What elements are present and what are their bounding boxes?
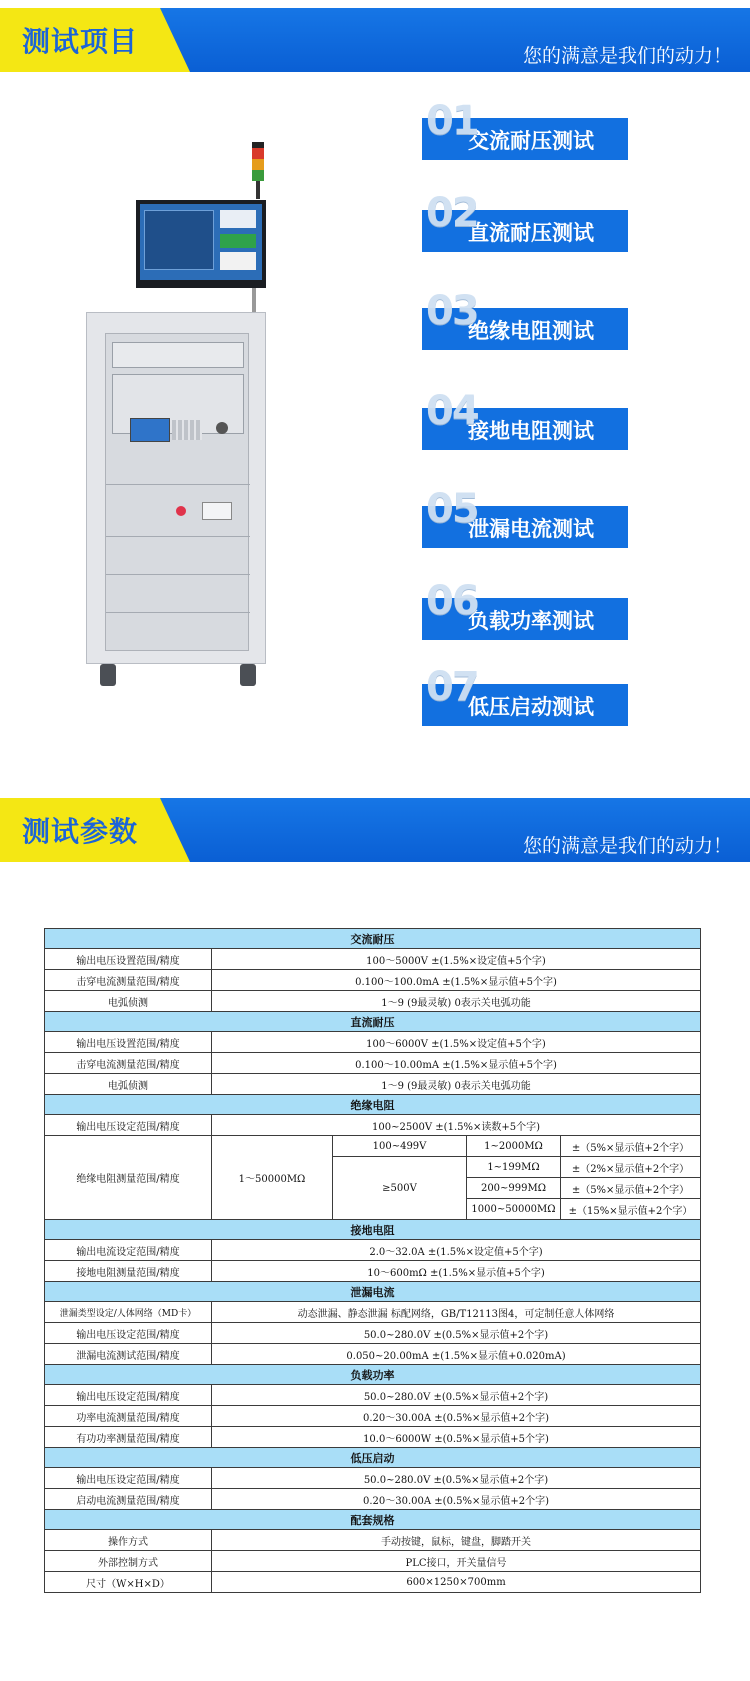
row-label: 击穿电流测量范围/精度: [45, 970, 212, 991]
row-label: 外部控制方式: [45, 1551, 212, 1572]
row-value: 0.050~20.00mA ±(1.5%×显示值+0.020mA): [212, 1344, 701, 1365]
table-row: [45, 1344, 701, 1365]
row-value: 手动按键，鼠标，键盘，脚踏开关: [212, 1530, 701, 1551]
item-label: 泄漏电流测试: [468, 517, 594, 541]
row-label: 功率电流测量范围/精度: [45, 1406, 212, 1427]
table-section-header: 负载功率: [45, 1365, 701, 1385]
row-label: 接地电阻测量范围/精度: [45, 1261, 212, 1282]
table-section-header: 交流耐压: [45, 929, 701, 949]
item-label: 低压启动测试: [468, 695, 594, 719]
banner-slogan: 您的满意是我们的动力！: [522, 45, 732, 67]
test-item: [420, 98, 630, 160]
resistance-range: 1~2000MΩ: [467, 1136, 561, 1157]
test-cabinet-icon: [86, 312, 266, 664]
row-value: 0.20～30.00A ±(0.5%×显示值+2个字): [212, 1489, 701, 1510]
banner-slogan: 您的满意是我们的动力！: [522, 835, 732, 857]
table-row: [45, 991, 701, 1012]
test-item: [420, 388, 630, 450]
resistance-range: 1000~50000MΩ: [467, 1199, 561, 1220]
row-label: 电弧侦测: [45, 991, 212, 1012]
row-label: 尺寸（W×H×D）: [45, 1572, 212, 1593]
table-row: [45, 1302, 701, 1323]
row-label: 输出电流设定范围/精度: [45, 1240, 212, 1261]
item-label: 交流耐压测试: [468, 129, 594, 153]
item-number: 06: [426, 578, 478, 624]
item-number: 07: [426, 664, 478, 710]
table-section-header: 泄漏电流: [45, 1282, 701, 1302]
row-label: 泄漏类型设定/人体网络（MD卡）: [45, 1302, 212, 1323]
item-label: 接地电阻测试: [468, 419, 594, 443]
table-row: [45, 1427, 701, 1448]
table-section-header: 接地电阻: [45, 1220, 701, 1240]
table-row: [45, 1551, 701, 1572]
row-label: 输出电压设定范围/精度: [45, 1115, 212, 1136]
row-label: 绝缘电阻测量范围/精度: [45, 1136, 212, 1220]
row-label: 启动电流测量范围/精度: [45, 1489, 212, 1510]
row-label: 输出电压设置范围/精度: [45, 1032, 212, 1053]
row-value: 动态泄漏、静态泄漏 标配网络，GB/T12113图4，可定制任意人体网络: [212, 1302, 701, 1323]
item-number: 01: [426, 98, 478, 144]
test-item: [420, 288, 630, 350]
row-label: 操作方式: [45, 1530, 212, 1551]
table-section-header: 直流耐压: [45, 1012, 701, 1032]
table-row: [45, 1530, 701, 1551]
row-value: 10～600mΩ ±(1.5%×显示值+5个字): [212, 1261, 701, 1282]
row-label: 电弧侦测: [45, 1074, 212, 1095]
table-row: [45, 1406, 701, 1427]
voltage-range: ≥500V: [333, 1157, 467, 1220]
item-label: 直流耐压测试: [468, 221, 594, 245]
accuracy: ±（15%×显示值+2个字）: [561, 1199, 701, 1220]
accuracy: ±（2%×显示值+2个字）: [561, 1157, 701, 1178]
row-value: 1～9 (9最灵敏) 0表示关电弧功能: [212, 991, 701, 1012]
test-item: [420, 664, 630, 726]
table-row: [45, 1136, 701, 1157]
caster-wheel-icon: [100, 664, 116, 686]
section-title: 测试项目: [22, 25, 139, 58]
row-value: 0.100～100.0mA ±(1.5%×显示值+5个字): [212, 970, 701, 991]
table-row: [45, 1261, 701, 1282]
section-title: 测试参数: [22, 815, 139, 848]
row-value: 0.100～10.00mA ±(1.5%×显示值+5个字): [212, 1053, 701, 1074]
test-item: [420, 190, 630, 252]
item-label: 绝缘电阻测试: [468, 319, 594, 343]
row-label: 输出电压设置范围/精度: [45, 949, 212, 970]
caster-wheel-icon: [240, 664, 256, 686]
row-label: 输出电压设定范围/精度: [45, 1323, 212, 1344]
row-value: 1～50000MΩ: [212, 1136, 333, 1220]
table-row: [45, 1240, 701, 1261]
row-label: 输出电压设定范围/精度: [45, 1385, 212, 1406]
accuracy: ±（5%×显示值+2个字）: [561, 1136, 701, 1157]
table-section-header: 配套规格: [45, 1510, 701, 1530]
row-value: 50.0~280.0V ±(0.5%×显示值+2个字): [212, 1385, 701, 1406]
row-value: 2.0～32.0A ±(1.5%×设定值+5个字): [212, 1240, 701, 1261]
test-item: [420, 486, 630, 548]
item-number: 02: [426, 190, 478, 236]
table-row: [45, 1323, 701, 1344]
row-label: 击穿电流测量范围/精度: [45, 1053, 212, 1074]
row-value: 50.0~280.0V ±(0.5%×显示值+2个字): [212, 1468, 701, 1489]
table-section-header: 低压启动: [45, 1448, 701, 1468]
accuracy: ±（5%×显示值+2个字）: [561, 1178, 701, 1199]
table-row: [45, 1385, 701, 1406]
resistance-range: 1~199MΩ: [467, 1157, 561, 1178]
row-label: 泄漏电流测试范围/精度: [45, 1344, 212, 1365]
voltage-range: 100~499V: [333, 1136, 467, 1157]
row-value: 50.0~280.0V ±(0.5%×显示值+2个字): [212, 1323, 701, 1344]
table-row: [45, 1572, 701, 1593]
row-value: 600×1250×700mm: [212, 1572, 701, 1593]
table-row: [45, 1489, 701, 1510]
table-section-header: 绝缘电阻: [45, 1095, 701, 1115]
row-value: 100~2500V ±(1.5%×读数+5个字): [212, 1115, 701, 1136]
table-row: [45, 1053, 701, 1074]
table-row: [45, 970, 701, 991]
item-label: 负载功率测试: [468, 609, 594, 633]
row-label: 输出电压设定范围/精度: [45, 1468, 212, 1489]
item-number: 04: [426, 388, 478, 434]
row-label: 有功功率测量范围/精度: [45, 1427, 212, 1448]
monitor-icon: [136, 200, 266, 288]
table-row: [45, 1115, 701, 1136]
resistance-range: 200~999MΩ: [467, 1178, 561, 1199]
table-row: [45, 949, 701, 970]
parameters-table: [44, 928, 701, 1593]
row-value: 100～6000V ±(1.5%×设定值+5个字): [212, 1032, 701, 1053]
row-value: 10.0～6000W ±(0.5%×显示值+5个字): [212, 1427, 701, 1448]
signal-tower-icon: [252, 142, 264, 198]
row-value: 100～5000V ±(1.5%×设定值+5个字): [212, 949, 701, 970]
test-item: [420, 578, 630, 640]
row-value: PLC接口，开关量信号: [212, 1551, 701, 1572]
row-value: 1～9 (9最灵敏) 0表示关电弧功能: [212, 1074, 701, 1095]
item-number: 03: [426, 288, 478, 334]
table-row: [45, 1074, 701, 1095]
table-row: [45, 1468, 701, 1489]
table-row: [45, 1032, 701, 1053]
row-value: 0.20～30.00A ±(0.5%×显示值+2个字): [212, 1406, 701, 1427]
item-number: 05: [426, 486, 478, 532]
